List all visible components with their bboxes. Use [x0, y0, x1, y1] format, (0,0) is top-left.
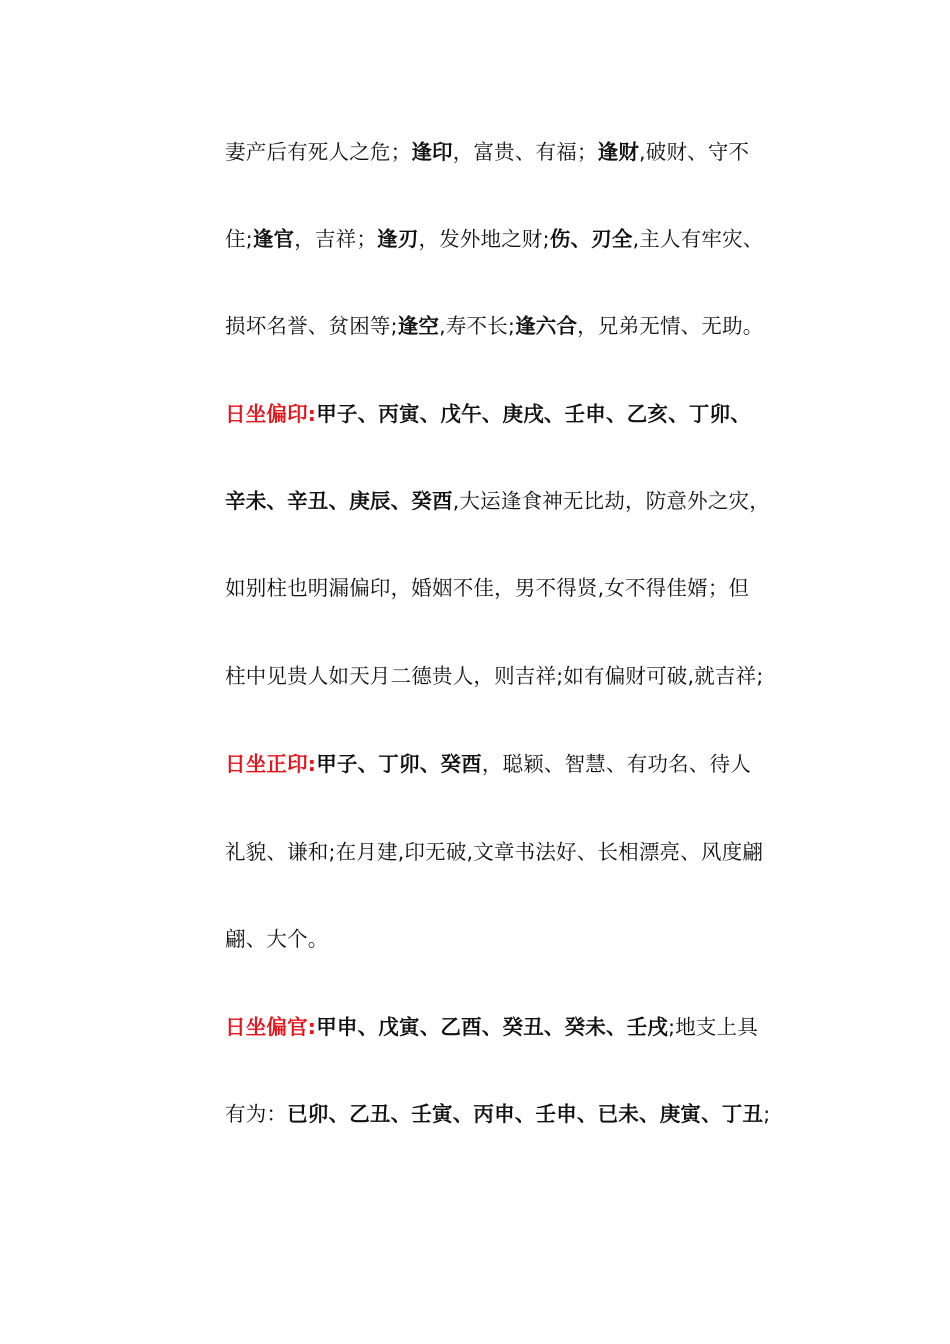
text-span: 翩、大个。: [225, 927, 329, 951]
text-span: ,寿不长;: [439, 314, 516, 338]
text-line-1: [225, 134, 825, 170]
bold-term: 已卯、乙丑、壬寅、丙申、壬申、已未、庚寅、丁丑: [287, 1102, 764, 1126]
text-span: ，吉祥；: [294, 227, 378, 251]
text-line-5: [225, 483, 825, 519]
section-heading-zhengyin: 日坐正印:: [225, 752, 317, 776]
bold-term: 逢印: [411, 140, 453, 164]
section-heading-pianyin: 日坐偏印:: [225, 402, 317, 426]
section-heading-pianguan: 日坐偏官:: [225, 1015, 317, 1039]
bold-term: 逢财: [597, 140, 640, 164]
text-span: 礼貌、谦和;在月建,印无破,文章书法好、长相漂亮、风度翩: [225, 840, 764, 864]
text-line-4: [225, 396, 825, 432]
text-line-10: [225, 921, 825, 957]
bold-term: 甲子、丁卯、癸酉: [316, 752, 482, 776]
text-line-12: [225, 1096, 825, 1132]
text-span: ,大运逢食神无比劫，防意外之灾，: [452, 489, 770, 513]
text-line-11: [225, 1009, 825, 1045]
bold-term: 甲子、丙寅、戊午、庚戌、壬申、乙亥、丁卯、: [316, 402, 751, 426]
text-span: ，兄弟无情、无助。: [577, 314, 764, 338]
bold-term: 逢空: [397, 314, 440, 338]
text-span: ;地支上具: [668, 1015, 759, 1039]
text-span: 柱中见贵人如天月二德贵人，则吉祥;如有偏财可破,就吉祥;: [225, 664, 764, 688]
text-span: ，聪颖、智慧、有功名、待人: [481, 752, 751, 776]
text-span: ,主人有牢灾、: [632, 227, 764, 251]
text-span: 如别柱也明漏偏印，婚姻不佳，男不得贤,女不得佳婿；但: [225, 576, 750, 600]
text-line-7: [225, 658, 825, 694]
bold-term: 逢六合: [515, 314, 578, 338]
text-span: 住;: [225, 227, 253, 251]
text-span: 妻产后有死人之危；: [225, 140, 412, 164]
text-span: ,破财、守不: [639, 140, 750, 164]
text-line-9: [225, 834, 825, 870]
text-line-6: [225, 570, 825, 606]
bold-term: 甲申、戊寅、乙酉、癸丑、癸未、壬戌: [316, 1015, 669, 1039]
text-span: 损坏名誉、贫困等;: [225, 314, 398, 338]
text-line-8: [225, 746, 825, 782]
bold-term: 伤、刃全: [549, 227, 633, 251]
bold-term: 逢官: [252, 227, 295, 251]
text-span: ;: [763, 1102, 771, 1126]
text-line-2: [225, 221, 825, 257]
text-span: ，富贵、有福；: [452, 140, 598, 164]
bold-term: 辛未、辛丑、庚辰、癸酉: [225, 489, 453, 513]
text-line-3: [225, 308, 825, 344]
text-span: ，发外地之财;: [418, 227, 550, 251]
text-span: 有为：: [225, 1102, 288, 1126]
bold-term: 逢刃: [377, 227, 419, 251]
